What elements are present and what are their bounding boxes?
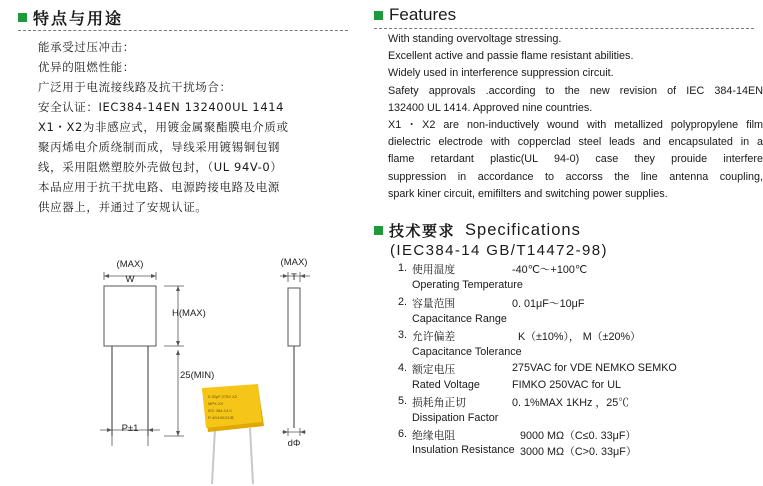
cap-print-line: R 40/100/21/B [208,415,234,420]
spec-en-label: Dissipation Factor [412,412,499,424]
w-label: W [125,274,135,285]
cn-section-title: 特点与用途 [33,8,124,28]
spec-en-label: Insulation Resistance [412,444,515,456]
spec-value: 275VAC for VDE NEMKO SEMKO [512,362,677,374]
spec-cn-label: 额定电压 [412,364,456,376]
spec-value: 9000 MΩ（C≤0. 33μF） [520,430,637,442]
spec-value: -40℃～+100℃ [512,264,587,276]
spec-en-label: Capacitance Tolerance [412,346,522,358]
spec-cn-label: 绝缘电阻 [412,430,456,442]
cap-print-line: 0.33μF 275V X2 [208,394,237,399]
spec-num: 1. [398,262,408,274]
spec-cn-label: 容量范围 [412,298,456,310]
cn-line: 本品应用于抗干扰电路、电源跨接电路及电源 [38,180,280,194]
specs-title-en: Specifications [465,221,581,239]
spec-num: 5. [398,395,408,407]
pitch-label: P±1 [121,423,139,434]
en-line: dielectric electrode with copperclad steel leads and encapsulated in a [388,136,763,149]
en-line: Safety approvals .according to the new revision of IEC 384-14EN [388,84,763,97]
cn-line: 能承受过压冲击： [38,40,135,54]
en-section-title: Features [389,5,457,24]
spec-num: 2. [398,296,408,308]
en-line: flame retardant plastic(UL 94-0) case they prouide interfere [388,153,763,166]
cap-print-line: IEC 384-14 II [208,408,232,413]
spec-value: 0. 01μF～10μF [512,298,585,310]
specs-standard: (IEC384-14 GB/T14472-98) [390,242,608,259]
cn-line: X1・X2为非感应式，用镀金属聚酯膜电介质或 [38,120,289,134]
spec-num: 6. [398,428,408,440]
cap-print-line: MPX-XX [208,401,224,406]
w-max-label: (MAX) [116,259,144,270]
en-line: spark kiner circuit, emifilters and switching power supplies. [388,187,668,200]
d-label: dΦ [287,438,301,449]
spec-en-value: FIMKO 250VAC for UL [512,379,622,391]
en-line: With standing overvoltage stressing. [388,33,562,45]
spec-cn-label: 允许偏差 [412,331,456,343]
spec-en-label: Operating Temperature [412,279,523,291]
spec-num: 3. [398,329,408,341]
en-line: X1・X2 are non-inductively wound with metallized polypropylene film [388,119,763,132]
specs-title-cn: 技术要求 [389,222,456,240]
cn-line: 优异的阻燃性能： [38,60,135,74]
cn-line: 供应器上，并通过了安规认证。 [38,200,208,214]
en-line: suppression in accordance to accorss the line antenna coupling, [388,170,763,183]
spec-en-label: Rated Voltage [412,379,480,391]
spec-cn-label: 使用温度 [412,264,456,276]
cn-line: 线，采用阻燃塑胶外壳做包封，（UL 94V-0） [38,160,283,174]
en-line: Widely used in interference suppression circuit. [388,67,614,80]
h-max-label: H(MAX) [172,308,206,319]
spec-value: 0. 1%MAX 1KHz ，25℃ [512,397,630,409]
spec-value: K（±10%）， M（±20%） [518,331,641,343]
t-max-label: (MAX) [280,257,308,268]
cn-line: 聚丙烯电介质绕制而成，导线采用镀锡铜包钢 [38,140,280,154]
en-line: 132400 UL 1414. Approved nine countries. [388,101,593,114]
cn-line: 安全认证：IEC384-14EN 132400UL 1414 [38,100,285,114]
lead-length-label: 25(MIN) [180,370,215,381]
spec-num: 4. [398,362,408,374]
cn-line: 广泛用于电流接线路及抗干扰场合： [38,80,232,94]
spec-cn-label: 损耗角正切 [412,397,466,409]
en-line: Excellent active and passie flame resistant abilities. [388,50,634,63]
spec-en-value: 3000 MΩ（C>0. 33μF） [520,446,637,458]
t-label: T [291,272,297,283]
spec-en-label: Capacitance Range [412,313,507,325]
